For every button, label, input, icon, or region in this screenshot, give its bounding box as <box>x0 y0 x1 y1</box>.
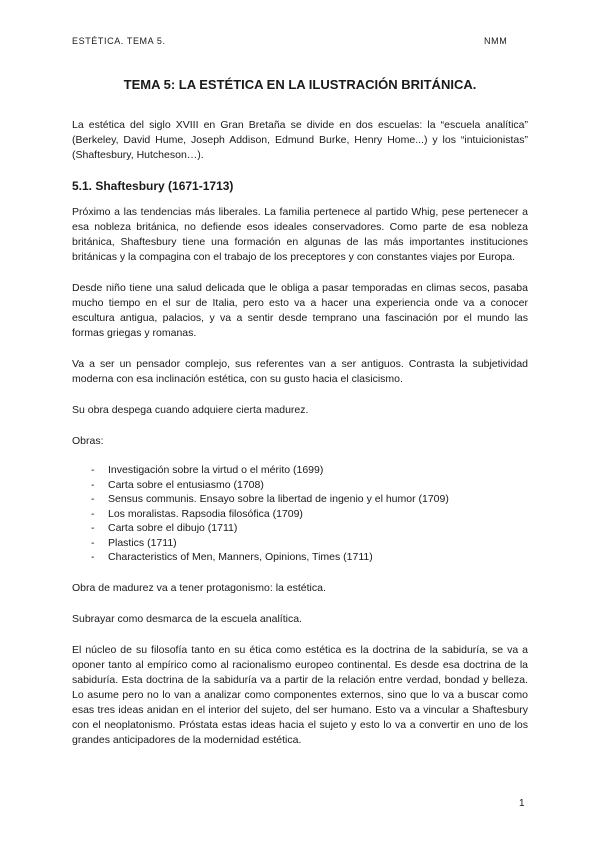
document-body <box>72 118 528 764</box>
page-number: 1 <box>519 798 525 809</box>
list-item: - Carta sobre el dibujo (1711) <box>72 521 528 536</box>
running-header-title: ESTÉTICA. TEMA 5. <box>72 36 166 46</box>
works-list <box>72 463 528 565</box>
body-paragraph: El núcleo de su filosofía tanto en su ética como estética es la doctrina de la sabiduría, se va a oponer tanto al empírico como al racionalismo europeo continental. Es desde esa doctrina de la sabiduría. Esta doctrina de la sabiduría va a partir de la relación entre verdad, bondad y belleza. Lo asume pero no lo van a analizar como componentes externos, sino que lo va a buscar como esas tres ideas anidan en el interior del sujeto, del ser humano. Esto va a vincular a Shaftesbury con el neoplatonismo. Próstata estas ideas hacia el sujeto y esto lo va a convertir en uno de los grandes anticipadores de la modernidad estética. <box>72 643 528 746</box>
list-item: - Plastics (1711) <box>72 536 528 551</box>
page-title: TEMA 5: LA ESTÉTICA EN LA ILUSTRACIÓN BRITÁNICA. <box>123 77 477 92</box>
list-item: - Los moralistas. Rapsodia filosófica (1709) <box>72 507 528 522</box>
body-paragraph: Obra de madurez va a tener protagonismo: la estética. <box>72 581 326 594</box>
list-item: - Characteristics of Men, Manners, Opinions, Times (1711) <box>72 550 528 565</box>
body-paragraph: Va a ser un pensador complejo, sus referentes van a ser antiguos. Contrasta la subjetividad moderna con esa inclinación estética, con su gusto hacia el clasicismo. <box>72 358 528 385</box>
body-paragraph: Subrayar como desmarca de la escuela analítica. <box>72 612 302 625</box>
running-header-initials: NMM <box>484 36 508 46</box>
body-paragraph: Desde niño tiene una salud delicada que le obliga a pasar temporadas en climas secos, pasaba mucho tiempo en el sur de Italia, pero esto va a hacer una experiencia onde va a conocer escultura antigua, palacios, y va a sentir desde temprano una fascinación por el mundo las formas griegas y romanas. <box>72 282 528 339</box>
list-item: - Carta sobre el entusiasmo (1708) <box>72 478 528 493</box>
body-paragraph: Próximo a las tendencias más liberales. La familia pertenece al partido Whig, pese pertenecer a esa nobleza británica, no defiende esos ideales conservadores. Como parte de esa nobleza británica, Shaftesbury tiene una formación en algunas de las más importantes instituciones británicas y la compagina con el trabajo de los preceptores y con constantes viajes por Europa. <box>72 206 528 263</box>
works-label: Obras: <box>72 435 104 447</box>
body-paragraph: Su obra despega cuando adquiere cierta madurez. <box>72 404 309 416</box>
section-heading: 5.1. Shaftesbury (1671-1713) <box>72 179 234 193</box>
list-item: - Investigación sobre la virtud o el mérito (1699) <box>72 463 528 478</box>
list-item: - Sensus communis. Ensayo sobre la libertad de ingenio y el humor (1709) <box>72 492 528 507</box>
intro-paragraph: La estética del siglo XVIII en Gran Bretaña se divide en dos escuelas: la “escuela analítica” (Berkeley, David Hume, Joseph Addison, Edmund Burke, Henry Home...) y los “intuicionistas” (Shaftesbury, Hutcheson…). <box>72 119 528 161</box>
